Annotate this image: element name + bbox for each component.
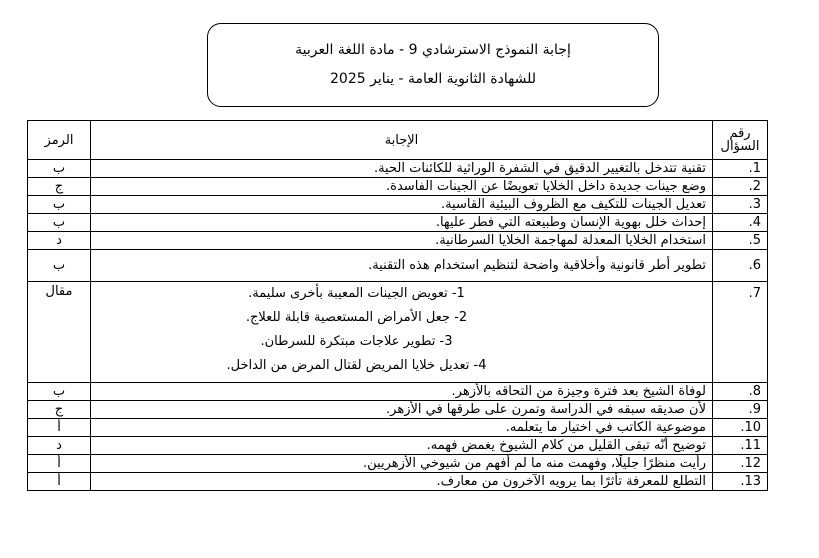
answer-code: ب <box>28 383 91 401</box>
answer-code: مقال <box>28 282 91 383</box>
question-number: 9. <box>713 401 768 419</box>
question-number: 8. <box>713 383 768 401</box>
question-number: 3. <box>713 196 768 214</box>
table-row <box>28 250 768 282</box>
answer-code: ب <box>28 250 91 282</box>
table-header-row <box>28 121 768 160</box>
answer-code: ب <box>28 160 91 178</box>
question-number: 7. <box>713 282 768 383</box>
answer-text: توضيح أنّه تبقى القليل من كلام الشيوخ يغمض فهمه. <box>91 437 713 455</box>
table-row <box>28 419 768 437</box>
question-number: 2. <box>713 178 768 196</box>
answer-code: أ <box>28 455 91 473</box>
answer-code: د <box>28 437 91 455</box>
question-number: 4. <box>713 214 768 232</box>
title-box <box>207 23 659 107</box>
question-number: 11. <box>713 437 768 455</box>
header-question-number-line1: رقم <box>729 126 751 141</box>
answer-text: وضع جينات جديدة داخل الخلايا تعويضًا عن الجينات الفاسدة. <box>91 178 713 196</box>
answer-item: 3- تطوير علاجات مبتكرة للسرطان. <box>260 334 453 349</box>
answer-text: موضوعية الكاتب في اختيار ما يتعلمه. <box>91 419 713 437</box>
question-number: 5. <box>713 232 768 250</box>
answer-text: تقنية تتدخل بالتغيير الدقيق في الشفرة الوراثية للكائنات الحية. <box>91 160 713 178</box>
answer-code: أ <box>28 473 91 491</box>
question-number: 1. <box>713 160 768 178</box>
answer-code: أ <box>28 419 91 437</box>
table-row <box>28 455 768 473</box>
answer-code: ج <box>28 401 91 419</box>
table-row <box>28 178 768 196</box>
header-question-number-line2: السؤال <box>720 139 760 154</box>
answer-item: 4- تعديل خلايا المريض لقتال المرض من الداخل. <box>226 358 487 373</box>
answer-code: ب <box>28 196 91 214</box>
answer-text: التطلع للمعرفة تأثرًا بما يرويه الآخرون من معارف. <box>91 473 713 491</box>
answer-text: لأن صديقه سبقه في الدراسة وتمرن على طرقها في الأزهر. <box>91 401 713 419</box>
answer-code: د <box>28 232 91 250</box>
table-row <box>28 282 768 383</box>
answers-table <box>27 120 768 491</box>
table-row <box>28 160 768 178</box>
answer-code: ب <box>28 214 91 232</box>
table-row <box>28 232 768 250</box>
table-row <box>28 214 768 232</box>
answer-text: إحداث خلل بهوية الإنسان وطبيعته التي فطر عليها. <box>91 214 713 232</box>
answer-text: استخدام الخلايا المعدلة لمهاجمة الخلايا السرطانية. <box>91 232 713 250</box>
header-answer: الإجابة <box>91 121 713 160</box>
table-row <box>28 401 768 419</box>
question-number: 10. <box>713 419 768 437</box>
answer-text: رأيت منظرًا جليلًا، وفهمت منه ما لم أفهم من شيوخي الأزهريين. <box>91 455 713 473</box>
table-row <box>28 473 768 491</box>
table-row <box>28 437 768 455</box>
table-row <box>28 196 768 214</box>
answer-text: لوفاة الشيخ بعد فترة وجيزة من التحاقه بالأزهر. <box>91 383 713 401</box>
answer-text: تطوير أطر قانونية وأخلاقية واضحة لتنظيم استخدام هذه التقنية. <box>91 250 713 282</box>
question-number: 6. <box>713 250 768 282</box>
answer-item: 2- جعل الأمراض المستعصية قابلة للعلاج. <box>245 310 468 325</box>
table-row <box>28 383 768 401</box>
question-number: 13. <box>713 473 768 491</box>
question-number: 12. <box>713 455 768 473</box>
header-code: الرمز <box>28 121 91 160</box>
answer-code: ج <box>28 178 91 196</box>
title-line-1: إجابة النموذج الاسترشادي 9 - مادة اللغة العربية <box>295 42 571 58</box>
header-question-number <box>713 121 768 160</box>
answer-list <box>91 282 713 383</box>
answer-text: تعديل الجينات للتكيف مع الظروف البيئية القاسية. <box>91 196 713 214</box>
title-line-2: للشهادة الثانوية العامة - يناير 2025 <box>330 71 536 87</box>
answer-item: 1- تعويض الجينات المعيبة بأخرى سليمة. <box>248 286 465 301</box>
